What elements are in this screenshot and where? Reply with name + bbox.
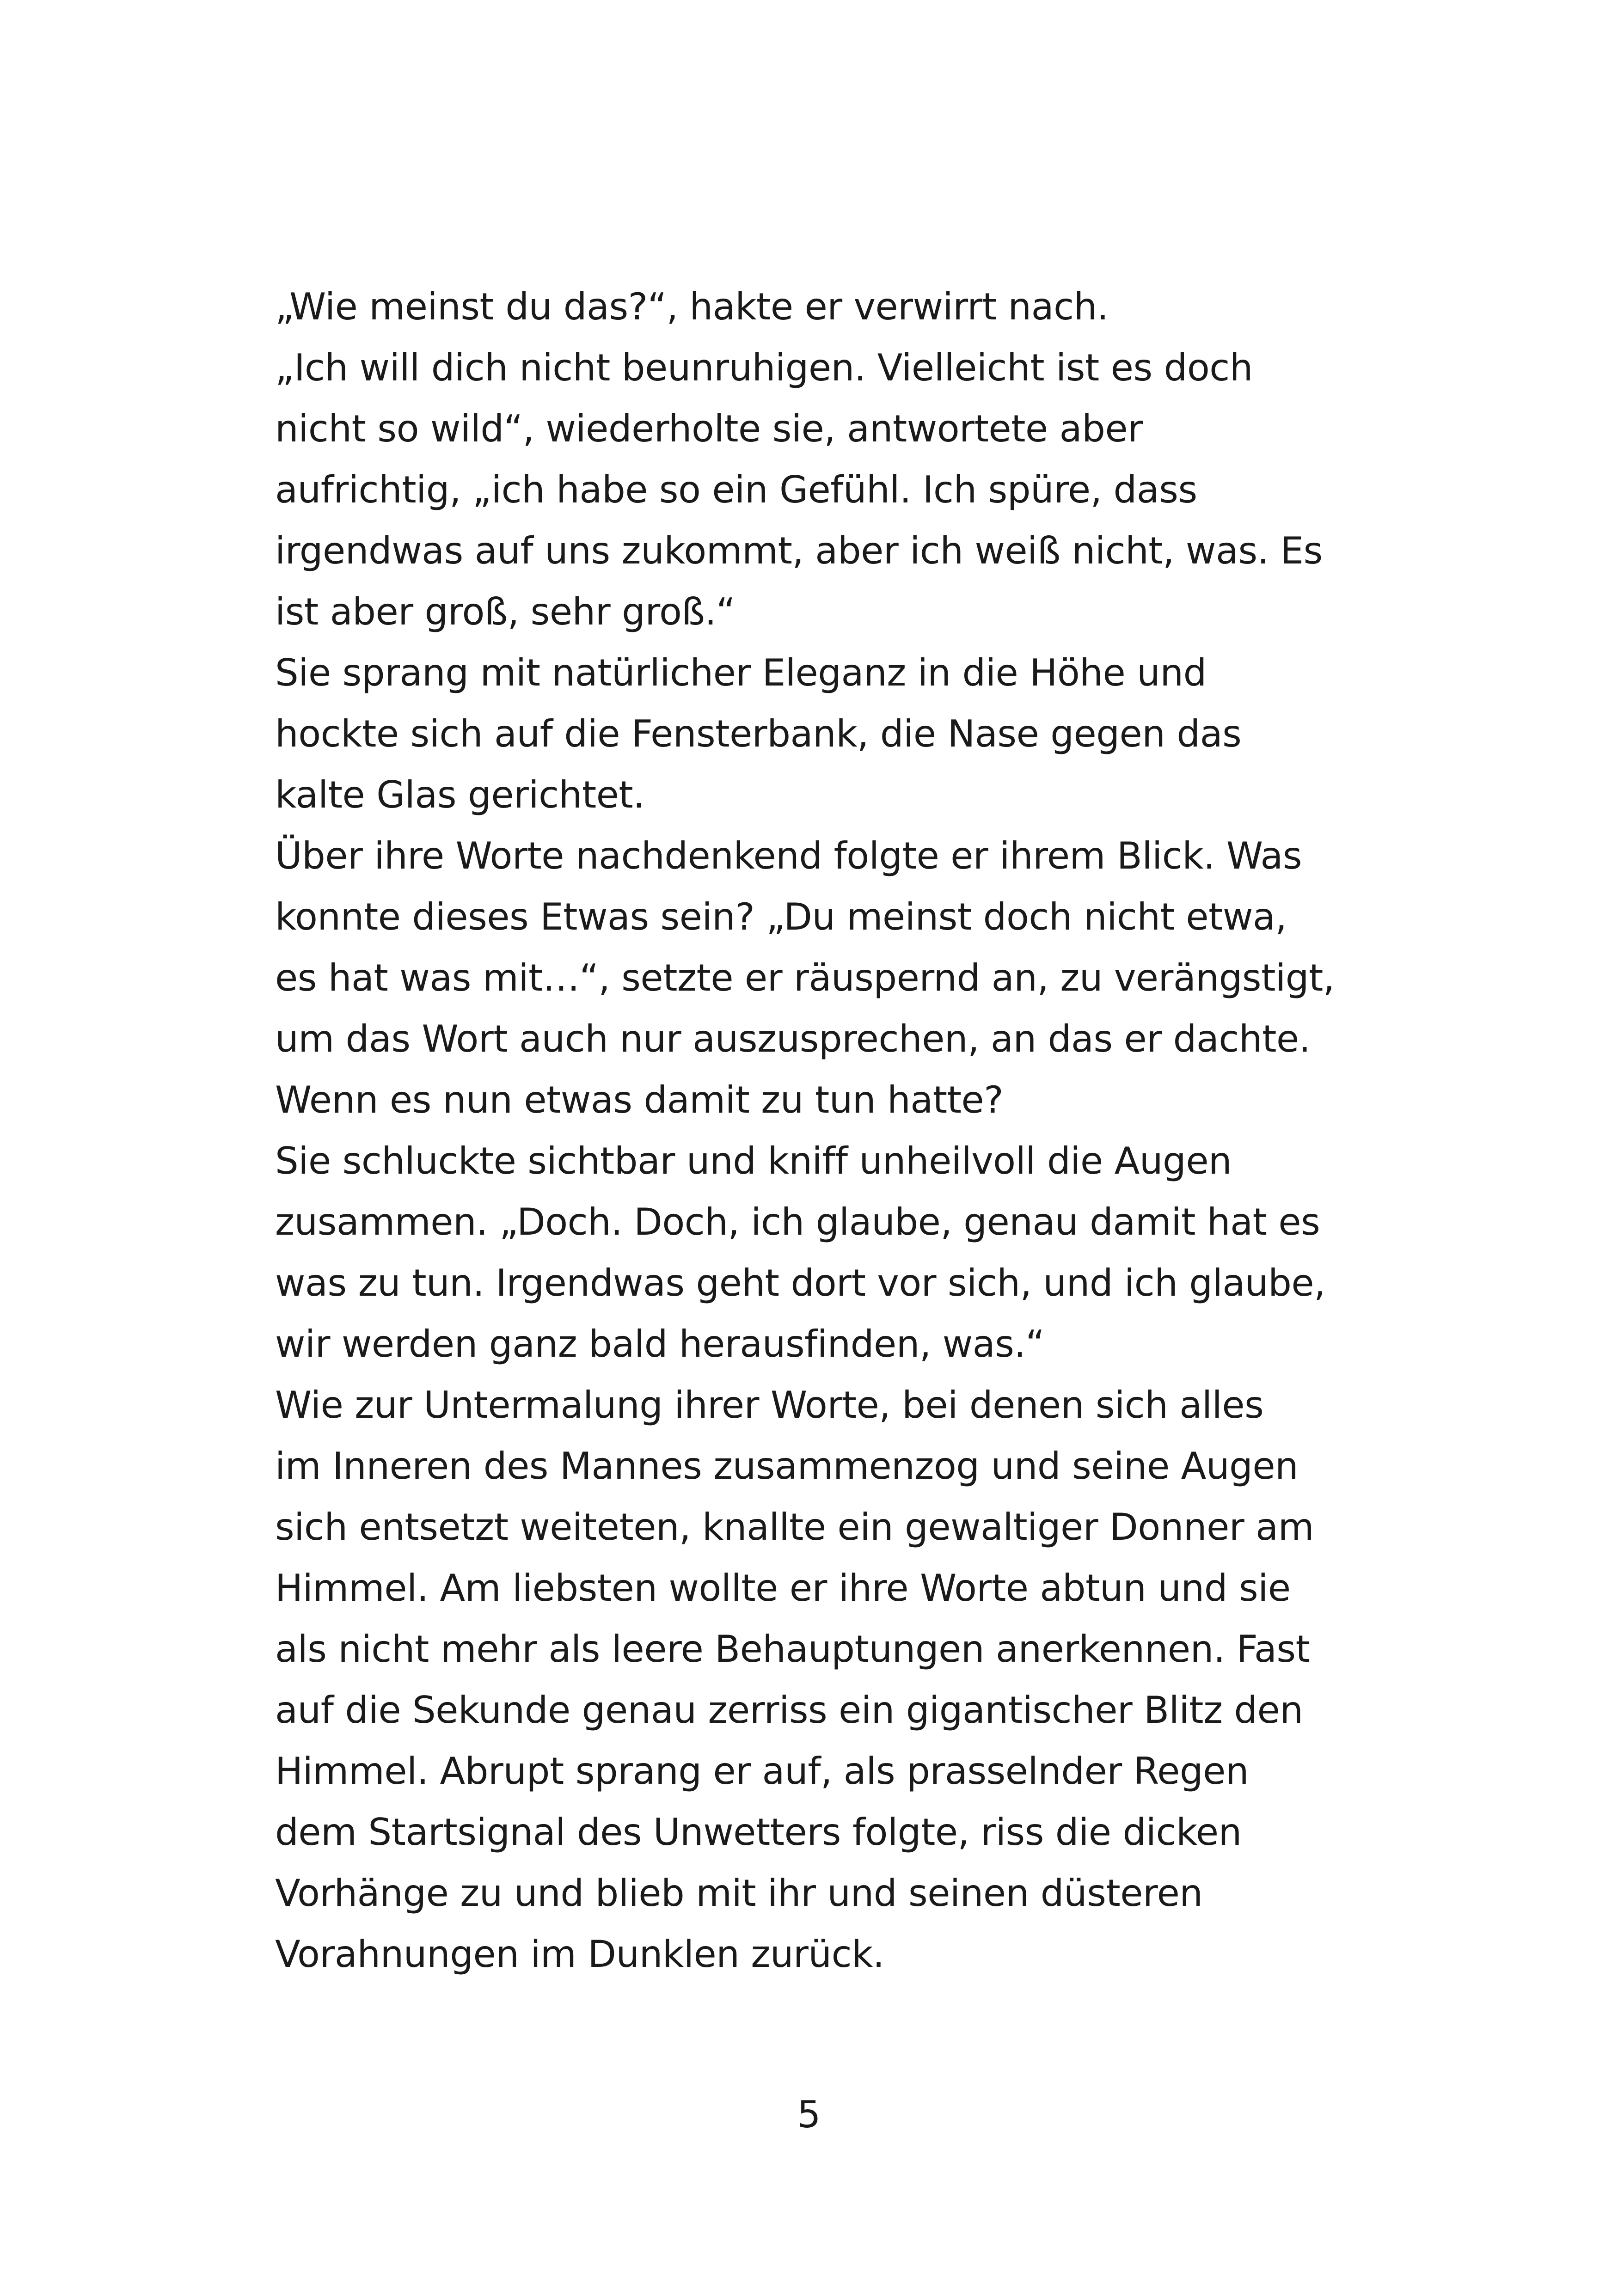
page-number: 5 [797,2093,821,2136]
text-line: „Wie meinst du das?“, hakte er verwirrt nach. [275,285,1109,328]
text-line: nicht so wild“, wiederholte sie, antwortete aber [275,407,1143,450]
text-line: Wenn es nun etwas damit zu tun hatte? [275,1078,1004,1121]
text-line: wir werden ganz bald herausfinden, was.“ [275,1322,1045,1365]
text-line: aufrichtig, „ich habe so ein Gefühl. Ich spüre, dass [275,468,1197,511]
text-line: dem Startsignal des Unwetters folgte, riss die dicken [275,1811,1242,1854]
text-line: irgendwas auf uns zukommt, aber ich weiß nicht, was. Es [275,529,1323,572]
text-line: Wie zur Untermalung ihrer Worte, bei denen sich alles [275,1384,1264,1427]
text-line: ist aber groß, sehr groß.“ [275,590,735,633]
text-line: hockte sich auf die Fensterbank, die Nase gegen das [275,712,1242,755]
text-line: Vorhänge zu und blieb mit ihr und seinen düsteren [275,1872,1203,1915]
text-line: Himmel. Am liebsten wollte er ihre Worte abtun und sie [275,1567,1291,1610]
text-line: „Ich will dich nicht beunruhigen. Vielleicht ist es doch [275,346,1253,389]
text-line: es hat was mit…“, setzte er räuspernd an, zu verängstigt, [275,956,1335,999]
text-line: Vorahnungen im Dunklen zurück. [275,1933,884,1976]
text-line: als nicht mehr als leere Behauptungen anerkennen. Fast [275,1628,1310,1671]
text-line: Himmel. Abrupt sprang er auf, als prasselnder Regen [275,1750,1249,1793]
text-line: sich entsetzt weiteten, knallte ein gewaltiger Donner am [275,1506,1314,1549]
text-line: im Inneren des Mannes zusammenzog und seine Augen [275,1445,1299,1488]
text-line: Über ihre Worte nachdenkend folgte er ihrem Blick. Was [275,834,1302,877]
body-text [275,276,1394,1985]
text-line: Sie schluckte sichtbar und kniff unheilvoll die Augen [275,1139,1232,1182]
text-line: kalte Glas gerichtet. [275,773,645,816]
text-line: auf die Sekunde genau zerriss ein gigantischer Blitz den [275,1689,1303,1732]
text-line: konnte dieses Etwas sein? „Du meinst doch nicht etwa, [275,895,1287,938]
text-line: was zu tun. Irgendwas geht dort vor sich, und ich glaube, [275,1261,1326,1304]
text-line: Sie sprang mit natürlicher Eleganz in die Höhe und [275,651,1207,694]
text-line: um das Wort auch nur auszusprechen, an das er dachte. [275,1017,1311,1060]
text-line: zusammen. „Doch. Doch, ich glaube, genau damit hat es [275,1200,1320,1243]
